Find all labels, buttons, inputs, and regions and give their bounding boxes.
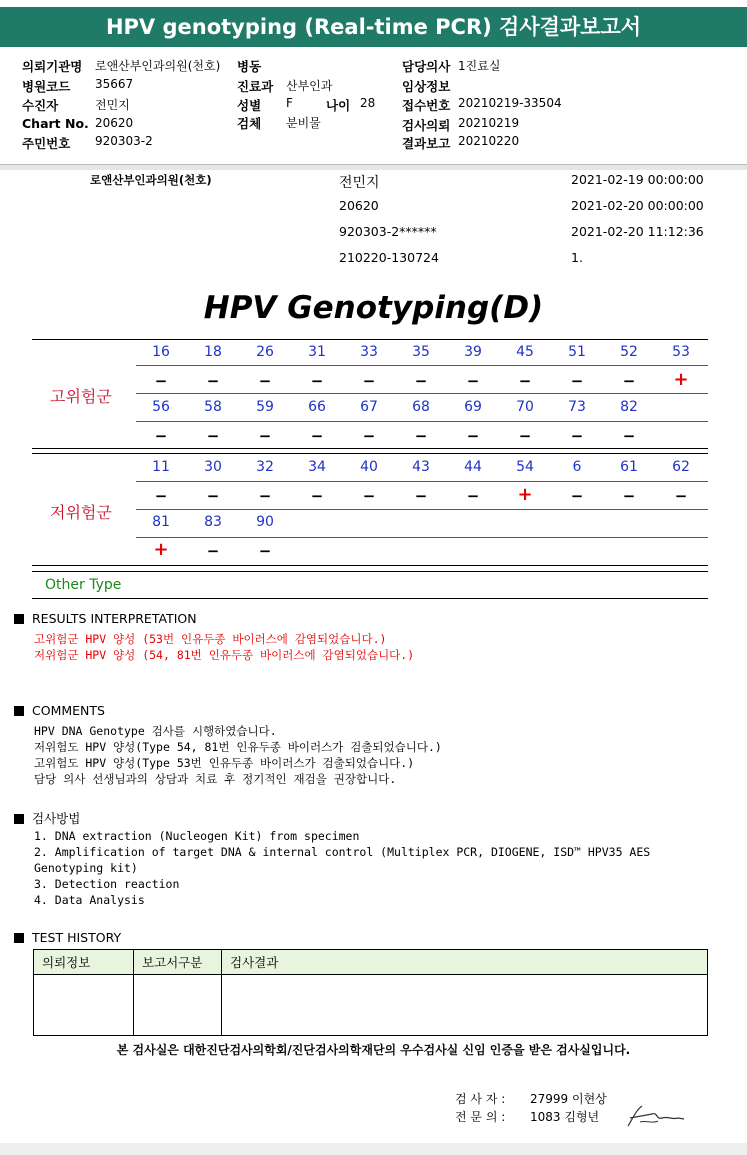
info-label: 병동: [237, 59, 262, 74]
negative-result: −: [570, 427, 584, 445]
history-cell: [34, 975, 134, 1036]
hpv-type-number: 44: [464, 459, 482, 475]
info-label: 성별: [237, 98, 262, 113]
hpv-type-number: 35: [412, 344, 430, 360]
negative-result: −: [622, 487, 636, 505]
negative-result: −: [206, 427, 220, 445]
positive-result: +: [153, 539, 169, 560]
hpv-type-number: 90: [256, 514, 274, 530]
info-label: 수진자: [22, 98, 59, 113]
info-value: F: [286, 96, 293, 110]
hpv-type-number: 33: [360, 344, 378, 360]
info-label: 진료과: [237, 79, 274, 94]
table-border: [32, 448, 708, 449]
specialist-label: 전 문 의 :: [455, 1110, 506, 1124]
page-footer-bar: [0, 1143, 747, 1155]
method-heading: 검사방법: [14, 809, 80, 827]
hpv-type-number: 16: [152, 344, 170, 360]
hpv-type-number: 26: [256, 344, 274, 360]
section-divider: [0, 164, 747, 170]
info-value: 산부인과: [286, 79, 333, 93]
table-border: [32, 598, 708, 599]
method-line: Genotyping kit): [34, 861, 138, 875]
info-value: 20210220: [458, 134, 520, 148]
table-border: [32, 339, 708, 340]
negative-result: −: [674, 487, 688, 505]
method-line: 1. DNA extraction (Nucleogen Kit) from specimen: [34, 829, 360, 843]
info-value: 35667: [95, 77, 134, 91]
negative-result: −: [310, 487, 324, 505]
hpv-type-number: 11: [152, 459, 170, 475]
info-label: 검체: [237, 116, 262, 131]
hpv-type-number: 45: [516, 344, 534, 360]
negative-result: −: [154, 372, 168, 390]
negative-result: −: [310, 372, 324, 390]
row-divider: [136, 365, 708, 366]
specimen-number: 210220-130724: [339, 250, 439, 265]
tester-label: 검 사 자 :: [455, 1092, 506, 1106]
info-value: 920303-2: [95, 134, 153, 148]
hpv-type-number: 18: [204, 344, 222, 360]
history-heading: TEST HISTORY: [14, 930, 121, 945]
hpv-type-number: 30: [204, 459, 222, 475]
hpv-type-number: 54: [516, 459, 534, 475]
negative-result: −: [466, 427, 480, 445]
hpv-type-number: 53: [672, 344, 690, 360]
genotyping-title: HPV Genotyping(D): [203, 290, 544, 326]
row-divider: [136, 421, 708, 422]
method-line: 3. Detection reaction: [34, 877, 180, 891]
negative-result: −: [622, 427, 636, 445]
info-value: 20210219: [458, 116, 520, 130]
info-label: 결과보고: [402, 136, 451, 151]
negative-result: −: [258, 542, 272, 560]
info-label: Chart No.: [22, 116, 89, 131]
negative-result: −: [206, 372, 220, 390]
age-label: 나이: [326, 98, 351, 113]
info-label: 주민번호: [22, 136, 71, 151]
info-label: 병원코드: [22, 79, 71, 94]
info-value: 로앤산부인과의원(천호): [95, 59, 221, 73]
age-value: 28: [360, 96, 376, 110]
hpv-type-number: 52: [620, 344, 638, 360]
history-cell: [134, 975, 222, 1036]
negative-result: −: [362, 372, 376, 390]
report-index: 1.: [571, 250, 583, 265]
comment-line: 저위험도 HPV 양성(Type 54, 81번 인유두종 바이러스가 검출되었습니다.): [34, 740, 442, 754]
hpv-type-number: 43: [412, 459, 430, 475]
bullet-square-icon: [14, 933, 24, 943]
info-label: 담당의사: [402, 59, 451, 74]
comment-line: HPV DNA Genotype 검사를 시행하였습니다.: [34, 724, 277, 738]
bullet-square-icon: [14, 706, 24, 716]
negative-result: −: [622, 372, 636, 390]
hpv-type-number: 61: [620, 459, 638, 475]
table-border: [32, 571, 708, 572]
comment-line: 담당 의사 선생님과의 상담과 치료 후 정기적인 재검을 권장합니다.: [34, 772, 397, 786]
specialist-value: 1083 김형년: [530, 1110, 600, 1124]
hospital-name: 로앤산부인과의원(천호): [90, 173, 212, 187]
bullet-square-icon: [14, 614, 24, 624]
info-label: 임상정보: [402, 79, 451, 94]
negative-result: −: [570, 487, 584, 505]
history-cell: [222, 975, 708, 1036]
negative-result: −: [154, 487, 168, 505]
info-value: 20620: [95, 116, 134, 130]
hpv-type-number: 62: [672, 459, 690, 475]
negative-result: −: [258, 427, 272, 445]
info-value: 분비물: [286, 116, 321, 130]
negative-result: −: [570, 372, 584, 390]
hpv-type-number: 51: [568, 344, 586, 360]
positive-result: +: [673, 369, 689, 390]
chart-number: 20620: [339, 198, 379, 213]
result-line: 저위험군 HPV 양성 (54, 81번 인유두종 바이러스에 감염되었습니다.): [34, 648, 415, 662]
tester-value: 27999 이현상: [530, 1092, 607, 1106]
hpv-type-number: 66: [308, 399, 326, 415]
hpv-type-number: 39: [464, 344, 482, 360]
hpv-type-number: 73: [568, 399, 586, 415]
negative-result: −: [466, 372, 480, 390]
negative-result: −: [466, 487, 480, 505]
report-title-bar: [0, 7, 747, 47]
hpv-type-number: 70: [516, 399, 534, 415]
hpv-type-number: 56: [152, 399, 170, 415]
row-divider: [136, 393, 708, 394]
receive-datetime: 2021-02-20 00:00:00: [571, 198, 704, 213]
history-col-header: 보고서구분: [134, 950, 222, 975]
signature-image: [622, 1100, 688, 1130]
hpv-type-number: 58: [204, 399, 222, 415]
negative-result: −: [414, 427, 428, 445]
positive-result: +: [517, 484, 533, 505]
comment-line: 고위험도 HPV 양성(Type 53번 인유두종 바이러스가 검출되었습니다.): [34, 756, 415, 770]
negative-result: −: [518, 427, 532, 445]
info-value: 20210219-33504: [458, 96, 562, 110]
hpv-type-number: 69: [464, 399, 482, 415]
negative-result: −: [414, 487, 428, 505]
comments-heading: COMMENTS: [14, 703, 105, 718]
negative-result: −: [518, 372, 532, 390]
history-col-header: 의뢰정보: [34, 950, 134, 975]
method-line: 2. Amplification of target DNA & internal control (Multiplex PCR, DIOGENE, ISD™ HPV35 AES: [34, 845, 651, 859]
row-divider: [136, 509, 708, 510]
method-line: 4. Data Analysis: [34, 893, 145, 907]
low-risk-label: 저위험군: [50, 503, 112, 522]
table-border: [32, 565, 708, 566]
bullet-square-icon: [14, 814, 24, 824]
hpv-type-number: 67: [360, 399, 378, 415]
negative-result: −: [206, 487, 220, 505]
hpv-type-number: 32: [256, 459, 274, 475]
negative-result: −: [258, 487, 272, 505]
other-type-label: Other Type: [45, 577, 122, 593]
hpv-type-number: 82: [620, 399, 638, 415]
hpv-type-number: 34: [308, 459, 326, 475]
report-title: HPV genotyping (Real-time PCR) 검사결과보고서: [105, 15, 642, 39]
info-value: 1진료실: [458, 59, 501, 73]
result-line: 고위험군 HPV 양성 (53번 인유두종 바이러스에 감염되었습니다.): [34, 632, 387, 646]
negative-result: −: [310, 427, 324, 445]
negative-result: −: [154, 427, 168, 445]
info-label: 의뢰기관명: [22, 59, 83, 74]
info-label: 검사의뢰: [402, 118, 451, 133]
hpv-type-number: 59: [256, 399, 274, 415]
row-divider: [136, 481, 708, 482]
hpv-type-number: 31: [308, 344, 326, 360]
hpv-type-number: 83: [204, 514, 222, 530]
hpv-type-number: 40: [360, 459, 378, 475]
certification-note: 본 검사실은 대한진단검사의학회/진단검사의학재단의 우수검사실 신임 인증을 받은 검사실입니다.: [116, 1043, 631, 1057]
negative-result: −: [414, 372, 428, 390]
report-datetime: 2021-02-20 11:12:36: [571, 224, 704, 239]
results-heading: RESULTS INTERPRETATION: [14, 611, 197, 626]
history-col-header: 검사결과: [222, 950, 708, 975]
negative-result: −: [362, 427, 376, 445]
test-history-table: [33, 949, 708, 1036]
table-border: [32, 453, 708, 454]
request-datetime: 2021-02-19 00:00:00: [571, 172, 704, 187]
negative-result: −: [206, 542, 220, 560]
resident-number: 920303-2******: [339, 224, 437, 239]
hpv-type-number: 68: [412, 399, 430, 415]
high-risk-label: 고위험군: [50, 387, 112, 406]
patient-info: [0, 55, 747, 165]
row-divider: [136, 537, 708, 538]
negative-result: −: [258, 372, 272, 390]
hpv-type-number: 81: [152, 514, 170, 530]
hpv-type-number: 6: [572, 459, 582, 475]
info-label: 접수번호: [402, 98, 451, 113]
negative-result: −: [362, 487, 376, 505]
info-value: 전민지: [95, 98, 130, 112]
patient-name: 전민지: [339, 175, 380, 191]
